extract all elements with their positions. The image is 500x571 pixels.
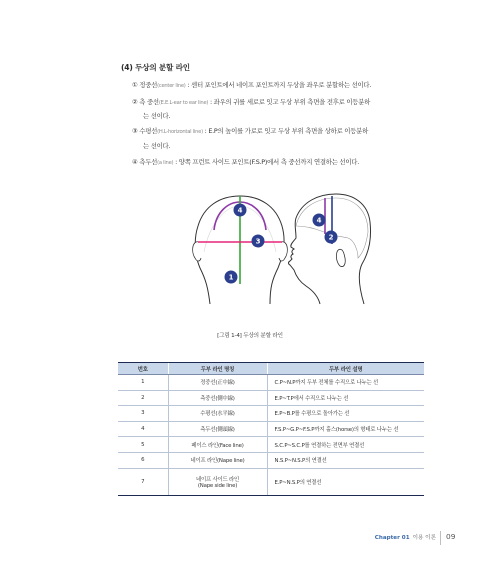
page-number: 09	[446, 532, 456, 541]
definition-item-4	[132, 157, 359, 166]
marker-3-label: 3	[255, 237, 261, 246]
item-description: : 양쪽 프런트 사이드 포인트(F.S.P)에서 측 중선까지 연결하는 선이다.	[173, 158, 359, 166]
row-description: N.S.P~N.S.P의 연결선	[267, 452, 424, 468]
item-description: : E.P의 높이를 가로로 잇고 두상 부위 측면을 상하로 이등분하	[202, 127, 369, 135]
item-term-english: (H.L-horizontal line)	[157, 129, 203, 135]
definition-item-2	[132, 97, 370, 106]
row-name: 정중선(正中線)	[168, 375, 267, 391]
item-continuation: 는 선이다.	[143, 112, 171, 120]
column-header-description: 두부 라인 설명	[267, 363, 424, 375]
item-term: 수평선	[139, 127, 158, 135]
row-number: 3	[118, 406, 168, 422]
table-row	[118, 406, 424, 422]
section-title: (4) 두상의 분할 라인	[121, 63, 190, 72]
marker-4-label: 4	[237, 206, 243, 215]
item-term: 정중선	[139, 81, 158, 89]
table-header-row	[118, 363, 424, 375]
marker-3	[252, 235, 265, 248]
table-row	[118, 421, 424, 437]
chapter-label	[375, 533, 436, 541]
column-header-number: 번호	[118, 363, 168, 375]
marker-1-label: 1	[228, 273, 234, 282]
row-number: 2	[118, 390, 168, 406]
row-name-line-2: (Nape side line)	[197, 482, 238, 489]
item-description: : 센터 포인트에서 네이프 포인트까지 두상을 좌우로 분할하는 선이다.	[185, 81, 372, 89]
row-description: S.C.P~S.C.P를 연결하는 전면부 연결선	[267, 437, 424, 453]
row-number: 4	[118, 421, 168, 437]
marker-1	[225, 271, 238, 284]
item-term-english: (center line)	[157, 83, 186, 89]
head-division-illustration	[190, 192, 380, 312]
marker-2	[325, 231, 338, 244]
row-name	[168, 468, 267, 495]
footer-divider	[440, 531, 441, 545]
row-name-line-1: 네이프 사이드 라인	[195, 476, 240, 483]
row-description: C.P~N.P까지 두부 전체를 수직으로 나누는 선	[267, 375, 424, 391]
table-row	[118, 390, 424, 406]
marker-4-side-label: 4	[316, 216, 322, 225]
row-description: E.P~B.P를 수평으로 돌아가는 선	[267, 406, 424, 422]
figure-caption: [그림 1-4] 두상의 분할 라인	[217, 333, 283, 339]
item-term: 측두선	[139, 158, 158, 166]
item-number: ②	[132, 98, 138, 106]
table-row	[118, 437, 424, 453]
chapter-title: 이용 이론	[412, 535, 436, 541]
marker-4	[234, 204, 247, 217]
item-term-english: (E.E.L-ear to ear line)	[158, 100, 209, 106]
row-description: E.P~N.S.P의 연결선	[267, 468, 424, 495]
column-header-name: 두부 라인 명칭	[168, 363, 267, 375]
chapter-number: Chapter 01	[374, 535, 410, 541]
table-row	[118, 375, 424, 391]
row-number: 1	[118, 375, 168, 391]
marker-2-label: 2	[328, 233, 334, 242]
marker-4-side	[313, 214, 326, 227]
item-description: : 좌우의 귀를 세로로 잇고 두상 부위 측면을 전후로 이등분하	[208, 98, 371, 106]
row-name: 측두선(側頭線)	[168, 421, 267, 437]
head-line-table	[118, 362, 424, 496]
row-description: E.P~T.P에서 수직으로 나누는 선	[267, 390, 424, 406]
row-description: F.S.P~G.P~F.S.P까지 홀스(horse)의 형태로 나누는 선	[267, 421, 424, 437]
definition-item-3	[132, 126, 368, 135]
item-continuation: 는 선이다.	[143, 142, 171, 150]
page-footer	[0, 531, 500, 545]
row-number: 7	[118, 468, 168, 495]
table-row	[118, 452, 424, 468]
row-name: 수평선(水平線)	[168, 406, 267, 422]
item-term: 측 중선	[139, 98, 159, 106]
item-term-english: (a line)	[157, 160, 174, 166]
item-number: ④	[132, 158, 138, 166]
row-number: 6	[118, 452, 168, 468]
item-number: ③	[132, 127, 138, 135]
item-number: ①	[132, 81, 138, 89]
row-name: 측중선(側中線)	[168, 390, 267, 406]
row-name: 네이프 라인(Nape line)	[168, 452, 267, 468]
table-row	[118, 468, 424, 495]
row-number: 5	[118, 437, 168, 453]
row-name: 페이스 라인(Face line)	[168, 437, 267, 453]
definition-item-1	[132, 80, 371, 89]
